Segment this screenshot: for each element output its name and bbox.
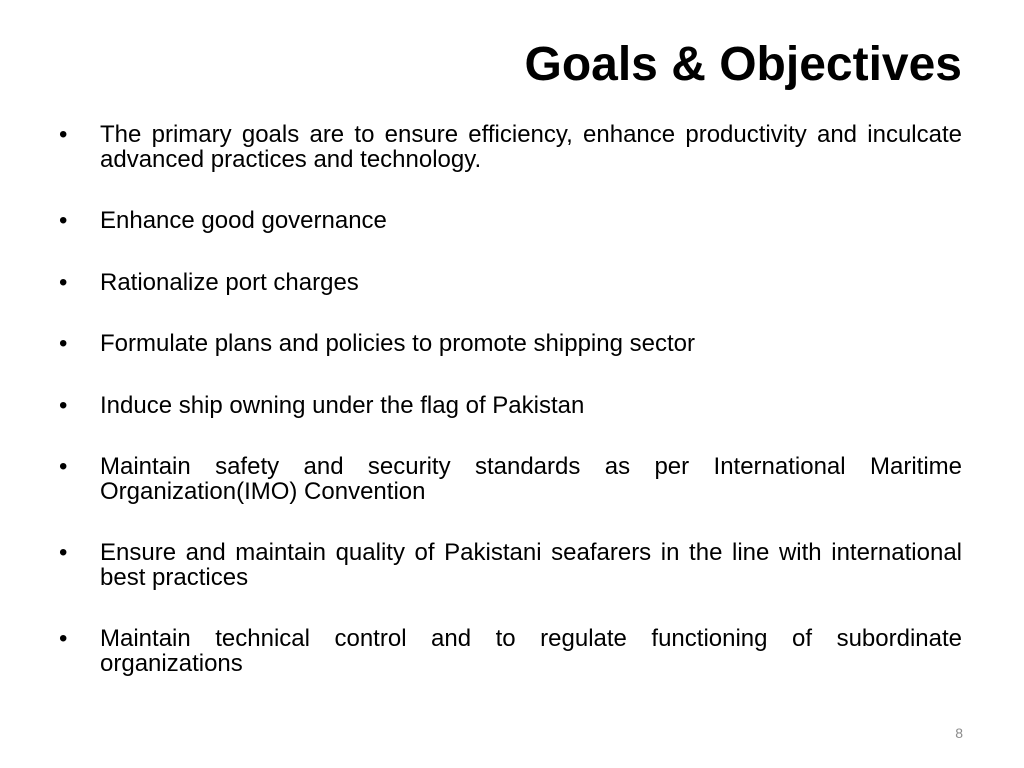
- bullet-text: Maintain safety and security standards as per International Maritime Organization(IMO) Convention: [100, 453, 962, 505]
- bullet-item: [0, 332, 1024, 357]
- bullet-point-icon: •: [59, 453, 68, 480]
- bullet-text: Induce ship owning under the flag of Pakistan: [100, 391, 585, 419]
- bullet-point-icon: •: [59, 207, 68, 234]
- bullet-item: [0, 391, 1024, 419]
- bullet-item: [0, 268, 1024, 296]
- bullet-text: Maintain technical control and to regulate functioning of subordinate organizations: [100, 625, 962, 677]
- bullet-point-icon: •: [59, 625, 68, 652]
- bullet-point-icon: •: [59, 121, 68, 148]
- bullet-item: [0, 123, 1024, 172]
- goals-bullet-list: [0, 123, 1024, 713]
- bullet-point-icon: •: [59, 330, 68, 357]
- bullet-item: [0, 455, 1024, 504]
- bullet-point-icon: •: [59, 539, 68, 566]
- slide-title: Goals & Objectives: [524, 38, 962, 91]
- bullet-point-icon: •: [59, 391, 68, 419]
- bullet-text: Rationalize port charges: [100, 268, 359, 296]
- bullet-point-icon: •: [59, 268, 68, 296]
- page-number: 8: [955, 725, 963, 741]
- bullet-text: Enhance good governance: [100, 207, 387, 234]
- bullet-item: [0, 627, 1024, 676]
- bullet-text: The primary goals are to ensure efficiency, enhance productivity and inculcate advanced practices and technology.: [100, 121, 962, 173]
- bullet-text: Ensure and maintain quality of Pakistani seafarers in the line with international best practices: [100, 539, 962, 591]
- bullet-text: Formulate plans and policies to promote shipping sector: [100, 330, 695, 357]
- bullet-item: [0, 541, 1024, 590]
- bullet-item: [0, 209, 1024, 234]
